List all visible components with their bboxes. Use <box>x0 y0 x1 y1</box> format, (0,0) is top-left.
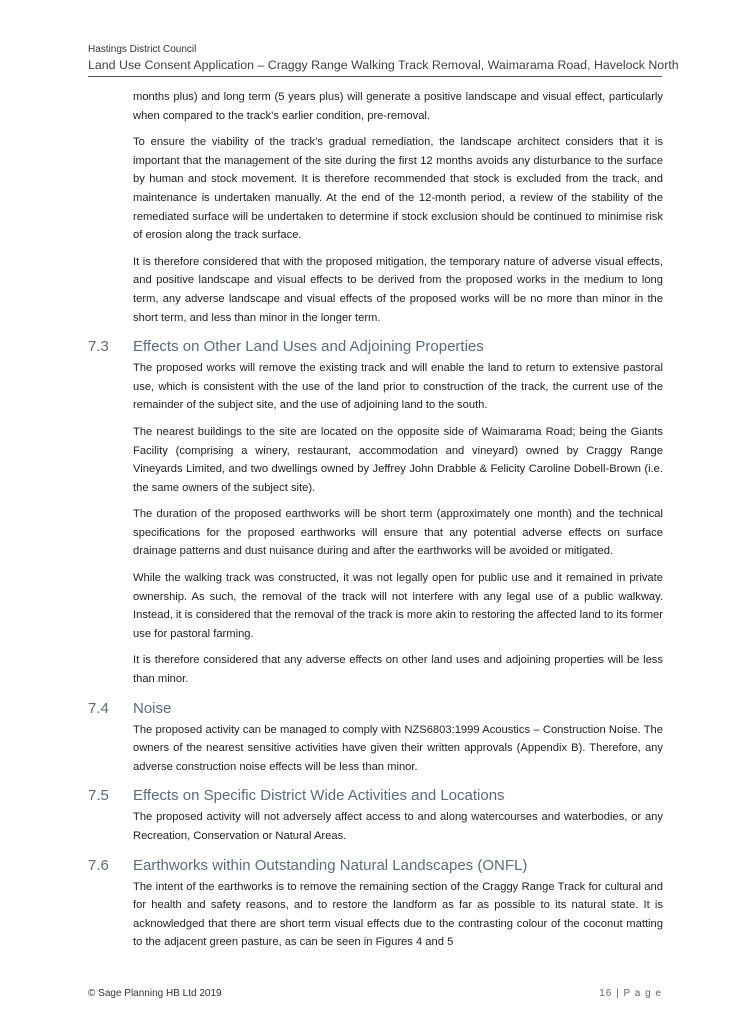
section-paragraph: The proposed activity will not adversely affect access to and along watercourses and waterbodies, or any Recreation, Conservation or Natural Areas. <box>133 811 663 842</box>
section-title: Effects on Specific District Wide Activities and Locations <box>133 787 505 805</box>
intro-paragraph: It is therefore considered that with the proposed mitigation, the temporary nature of adverse visual effects, and positive landscape and visual effects to be derived from the proposed works in the medium to long term, any adverse landscape and visual effects of the proposed works will be no more than minor in the short term, and less than minor in the longer term. <box>133 255 663 324</box>
section-paragraph: The nearest buildings to the site are located on the opposite side of Waimarama Road; being the Giants Facility (comprising a winery, restaurant, accommodation and vineyard) owned by Craggy Range Vineyards Limited, and two dwellings owned by Jeffrey John Drabble & Felicity Caroline Dobell-Brown (i.e. the same owners of the subject site). <box>133 425 663 494</box>
intro-paragraph: To ensure the viability of the track’s gradual remediation, the landscape architect considers that it is important that the management of the site during the first 12 months avoids any disturbance to the surface by human and stock movement. It is therefore recommended that stock is excluded from the track, and maintenance is undertaken manually. At the end of the 12-month period, a review of the stability of the remediated surface will be undertaken to determine if stock exclusion should be continued to minimise risk of erosion along the track surface. <box>133 136 663 242</box>
header-title: Land Use Consent Application – Craggy Range Walking Track Removal, Waimarama Road, Havelock North <box>88 58 679 72</box>
section-heading-7-6 <box>88 856 663 875</box>
section-title: Earthworks within Outstanding Natural Landscapes (ONFL) <box>133 856 528 874</box>
section-paragraph: It is therefore considered that any adverse effects on other land uses and adjoining properties will be less than minor. <box>133 654 663 686</box>
section-title: Noise <box>133 699 172 717</box>
section-paragraph: The proposed activity can be managed to comply with NZS6803:1999 Acoustics – Construction Noise. The owners of the nearest sensitive activities have given their written approvals (Appendix B). Therefore, any adverse construction noise effects will be less than minor. <box>133 723 663 773</box>
document-body <box>88 88 663 960</box>
header-rule <box>88 76 662 77</box>
section-number: 7.5 <box>88 787 109 805</box>
section-paragraph: While the walking track was constructed, it was not legally open for public use and it remained in private ownership. As such, the removal of the track will not interfere with any legal use of a public walkway. Instead, it is considered that the removal of the track is more akin to restoring the affected land to its former use for pastoral farming. <box>133 572 663 640</box>
intro-paragraph: months plus) and long term (5 years plus) will generate a positive landscape and visual effect, particularly when compared to the track’s earlier condition, pre-removal. <box>133 91 663 122</box>
section-heading-7-5 <box>88 786 663 805</box>
section-number: 7.4 <box>88 699 109 717</box>
section-paragraph: The duration of the proposed earthworks will be short term (approximately one month) and the technical specifications for the proposed earthworks will ensure that any potential adverse effects on surface drainage patterns and dust nuisance during and after the earthworks will be avoided or mitigated. <box>133 508 663 558</box>
section-title: Effects on Other Land Uses and Adjoining Properties <box>133 338 484 356</box>
section-paragraph: The intent of the earthworks is to remove the remaining section of the Craggy Range Track for cultural and for health and safety reasons, and to restore the landform as far as possible to its natural state. It is acknowledged that there are short term visual effects due to the contrasting colour of the coconut matting to the adjacent green pasture, as can be seen in Figures 4 and 5 <box>133 880 663 949</box>
section-paragraph: The proposed works will remove the existing track and will enable the land to return to extensive pastoral use, which is consistent with the use of the land prior to construction of the track, the current use of the remainder of the subject site, and the use of adjoining land to the south. <box>133 362 663 412</box>
section-heading-7-4 <box>88 699 663 718</box>
section-number: 7.6 <box>88 856 109 874</box>
section-heading-7-3 <box>88 337 663 356</box>
footer-page-number: 16 | P a g e <box>599 988 662 999</box>
footer-copyright: © Sage Planning HB Ltd 2019 <box>88 988 222 999</box>
page-header <box>88 44 679 77</box>
section-number: 7.3 <box>88 338 109 356</box>
header-organisation: Hastings District Council <box>88 44 197 55</box>
